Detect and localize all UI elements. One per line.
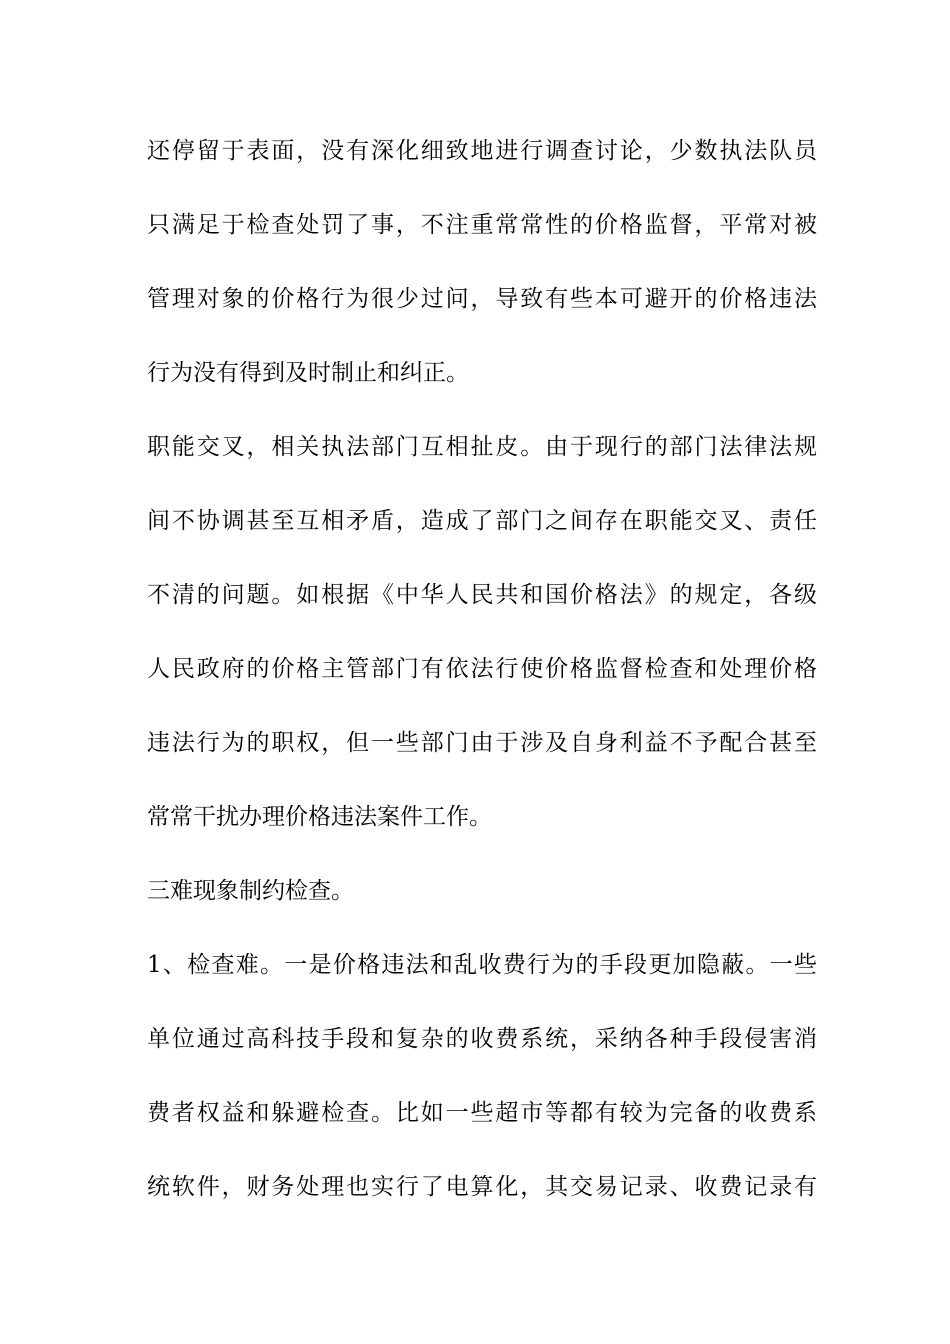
text-line: 职能交叉，相关执法部门互相扯皮。由于现行的部门法律法规 bbox=[147, 434, 817, 460]
text-line: 不清的问题。如根据《中华人民共和国价格法》的规定，各级 bbox=[147, 582, 817, 608]
section-heading: 三难现象制约检查。 bbox=[147, 878, 354, 904]
text-line: 还停留于表面，没有深化细致地进行调查讨论，少数执法队员 bbox=[147, 138, 817, 164]
text-line: 行为没有得到及时制止和纠正。 bbox=[147, 360, 469, 386]
text-line: 管理对象的价格行为很少过问，导致有些本可避开的价格违法 bbox=[147, 286, 817, 312]
text-line: 只满足于检查处罚了事，不注重常常性的价格监督，平常对被 bbox=[147, 212, 817, 238]
text-line: 1、检查难。一是价格违法和乱收费行为的手段更加隐蔽。一些 bbox=[147, 952, 817, 978]
text-line: 费者权益和躲避检查。比如一些超市等都有较为完备的收费系 bbox=[147, 1100, 817, 1126]
text-line: 单位通过高科技手段和复杂的收费系统，采纳各种手段侵害消 bbox=[147, 1026, 817, 1052]
text-line: 违法行为的职权，但一些部门由于涉及自身利益不予配合甚至 bbox=[147, 730, 817, 756]
text-line: 人民政府的价格主管部门有依法行使价格监督检查和处理价格 bbox=[147, 656, 817, 682]
text-line: 常常干扰办理价格违法案件工作。 bbox=[147, 804, 492, 830]
text-line: 统软件，财务处理也实行了电算化，其交易记录、收费记录有 bbox=[147, 1174, 817, 1200]
text-line: 间不协调甚至互相矛盾，造成了部门之间存在职能交叉、责任 bbox=[147, 508, 817, 534]
